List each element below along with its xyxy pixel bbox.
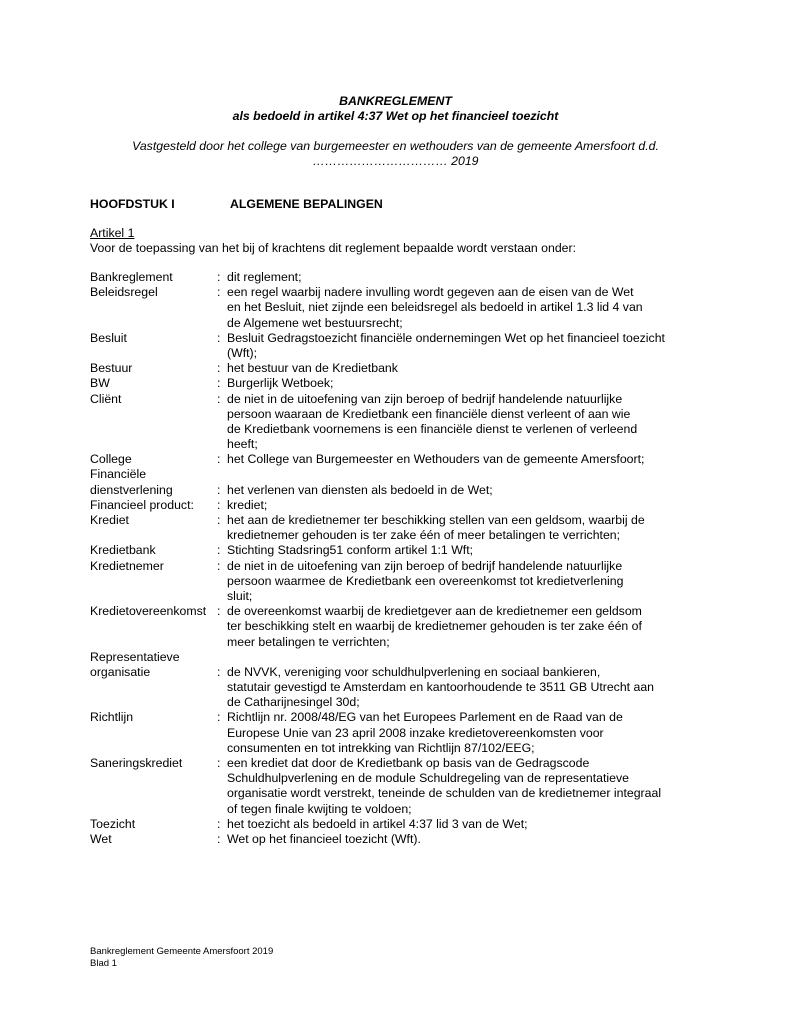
definition-text-line: en het Besluit, niet zijnde een beleidsregel als bedoeld in artikel 1.3 lid 4 van [227, 300, 643, 315]
definition-text [227, 817, 710, 832]
definition-text [227, 452, 710, 467]
definition-colon: : [217, 452, 221, 467]
title-line-1: BANKREGLEMENT [339, 94, 452, 108]
definition-term-line: Kredietovereenkomst [90, 604, 207, 619]
definition-text-line: organisatie wordt verstrekt, teneinde de schulden van de kredietnemer integraal [227, 786, 662, 801]
definition-colon: : [217, 482, 221, 497]
definition-text-line: Schuldhulpverlening en de module Schuldregeling van de representatieve [227, 771, 629, 786]
definition-term-line: Kredietnemer [90, 558, 164, 573]
definition-term-line: College [90, 452, 132, 467]
definition-text-line: dit reglement; [227, 270, 302, 284]
definition-term [90, 756, 217, 817]
definition-text-line: de NVVK, vereniging voor schuldhulpverlening en sociaal bankieren, [227, 664, 601, 679]
definition-text [227, 498, 710, 513]
definition-term-line: Richtlijn [90, 710, 134, 725]
definition-text-line: het bestuur van de Kredietbank [227, 361, 398, 376]
definition-colon: : [217, 361, 221, 376]
definition-row [90, 559, 710, 605]
definition-text-line: Burgerlijk Wetboek; [227, 376, 334, 391]
definition-text-line: Richtlijn nr. 2008/48/EG van het Europees Parlement en de Raad van de [227, 710, 623, 725]
definition-term-line: Cliënt [90, 391, 122, 406]
definition-colon: : [217, 376, 221, 391]
definition-text [227, 285, 710, 331]
definition-text-line: de niet in de uitoefening van zijn beroep of bedrijf handelende natuurlijke [227, 391, 623, 406]
definition-text [227, 513, 710, 543]
definition-term-line: Bestuur [90, 361, 133, 376]
adoption-statement [0, 139, 791, 170]
definition-text-line: persoon waaraan de Kredietbank een financiële dienst verleent of aan wie [227, 406, 631, 421]
definition-term [90, 467, 217, 497]
chapter-heading [90, 197, 690, 212]
definition-colon: : [217, 710, 221, 725]
definition-text [227, 361, 710, 376]
definition-text-line: heeft; [227, 437, 258, 452]
adoption-line-2: …………………………… 2019 [312, 154, 479, 169]
definition-term-line: Toezicht [90, 816, 136, 831]
definition-text [227, 331, 710, 361]
definition-term-line: Bankreglement [90, 270, 173, 284]
definition-term-line: Beleidsregel [90, 285, 158, 300]
definition-text-line: de Catharijnesingel 30d; [227, 695, 360, 710]
title-line-2: als bedoeld in artikel 4:37 Wet op het financieel toezicht [232, 109, 559, 124]
definition-text-line: het aan de kredietnemer ter beschikking stellen van een geldsom, waarbij de [227, 513, 645, 527]
definition-text [227, 559, 710, 605]
definition-colon: : [217, 831, 221, 846]
definition-row [90, 285, 710, 331]
definition-term [90, 498, 217, 513]
definition-text [227, 604, 710, 650]
definition-row [90, 361, 710, 376]
definition-row [90, 498, 710, 513]
definition-term [90, 513, 217, 543]
definition-colon: : [217, 330, 221, 345]
definition-text-line: meer betalingen te verrichten; [227, 634, 390, 649]
definition-term [90, 361, 217, 376]
definition-text-line [227, 650, 710, 665]
definition-row [90, 710, 710, 756]
definition-text [227, 467, 710, 497]
definition-text-line: de niet in de uitoefening van zijn beroep of bedrijf handelende natuurlijke [227, 558, 623, 573]
definition-term-line: Krediet [90, 513, 129, 527]
definition-term-line: dienstverlening [90, 482, 173, 497]
definition-row [90, 467, 710, 497]
definition-term [90, 650, 217, 711]
article-heading: Artikel 1 [90, 226, 135, 240]
definition-text-line: de Algemene wet bestuursrecht; [227, 315, 403, 330]
definition-text [227, 392, 710, 453]
definition-row [90, 331, 710, 361]
definition-term [90, 452, 217, 467]
definition-term-line: BW [90, 376, 110, 391]
definition-term [90, 832, 217, 847]
definition-term-line: Kredietbank [90, 543, 156, 558]
chapter-title: ALGEMENE BEPALINGEN [230, 197, 383, 211]
definition-text-line: Europese Unie van 23 april 2008 inzake kredietovereenkomsten voor [227, 725, 604, 740]
adoption-line-1: Vastgesteld door het college van burgemeester en wethouders van de gemeente Amersfoort d.d. [132, 139, 659, 153]
page-footer [90, 946, 273, 970]
definition-term-line: Saneringskrediet [90, 756, 183, 770]
definition-text-line: ter beschikking stelt en waarbij de kredietnemer gehouden is ter zake één of [227, 619, 642, 634]
definition-term [90, 559, 217, 605]
definition-text-line: statutair gevestigd te Amsterdam en kantoorhoudende te 3511 GB Utrecht aan [227, 680, 655, 695]
definition-row [90, 817, 710, 832]
definition-term-line: Wet [90, 831, 112, 846]
definition-text-line: of tegen finale kwijting te voldoen; [227, 801, 412, 816]
definition-text-line: sluit; [227, 588, 253, 603]
definition-term [90, 817, 217, 832]
definition-text [227, 832, 710, 847]
definition-text-line: Besluit Gedragstoezicht financiële ondernemingen Wet op het financieel toezicht [227, 330, 665, 345]
definition-term-line: organisatie [90, 664, 151, 679]
chapter-number: HOOFDSTUK I [90, 197, 175, 211]
definitions-list [90, 270, 710, 847]
definition-term [90, 543, 217, 558]
definition-term-line: Besluit [90, 330, 127, 345]
definition-text-line: het College van Burgemeester en Wethouders van de gemeente Amersfoort; [227, 452, 645, 467]
definition-text [227, 650, 710, 711]
definition-term-line: Financiële [90, 467, 147, 482]
definition-text [227, 543, 710, 558]
definition-text-line: de Kredietbank voornemens is een financiële dienst te verlenen of verleend [227, 421, 638, 436]
definition-term [90, 604, 217, 650]
definition-colon: : [217, 497, 221, 512]
definition-term [90, 331, 217, 361]
definition-colon: : [217, 604, 221, 619]
definition-term [90, 285, 217, 331]
definition-text [227, 270, 710, 285]
definition-row [90, 270, 710, 285]
article-1 [90, 226, 710, 256]
footer-page-number: Blad 1 [90, 958, 117, 969]
definition-colon: : [217, 816, 221, 831]
definition-row [90, 543, 710, 558]
definition-term-line: Representatieve [90, 649, 180, 664]
definition-text-line: persoon waarmee de Kredietbank een overeenkomst tot kredietverlening [227, 573, 624, 588]
definition-text-line: de overeenkomst waarbij de kredietgever aan de kredietnemer een geldsom [227, 604, 642, 619]
definition-colon: : [217, 270, 221, 284]
definition-text-line: (Wft); [227, 345, 258, 360]
definition-row [90, 832, 710, 847]
footer-title: Bankreglement Gemeente Amersfoort 2019 [90, 946, 274, 957]
definition-colon: : [217, 543, 221, 558]
definition-row [90, 376, 710, 391]
definition-term [90, 270, 217, 285]
definition-colon: : [217, 513, 221, 527]
definition-text-line [227, 467, 710, 482]
definition-colon: : [217, 756, 221, 770]
definition-text-line: krediet; [227, 497, 268, 512]
definition-text [227, 710, 710, 756]
definition-text-line: Wet op het financieel toezicht (Wft). [227, 831, 421, 846]
document-title [0, 94, 791, 125]
definition-term [90, 392, 217, 453]
definition-row [90, 650, 710, 711]
definition-text [227, 376, 710, 391]
definition-row [90, 452, 710, 467]
definition-text-line: Stichting Stadsring51 conform artikel 1:1 Wft; [227, 543, 474, 558]
definition-text [227, 756, 710, 817]
definition-text-line: het verlenen van diensten als bedoeld in de Wet; [227, 482, 493, 497]
definition-text-line: consumenten en tot intrekking van Richtlijn 87/102/EEG; [227, 740, 535, 755]
definition-text-line: het toezicht als bedoeld in artikel 4:37 lid 3 van de Wet; [227, 816, 528, 831]
definition-colon: : [217, 285, 221, 300]
definition-row [90, 513, 710, 543]
definition-row [90, 756, 710, 817]
definition-text-line: kredietnemer gehouden is ter zake één of meer betalingen te verrichten; [227, 528, 621, 543]
definition-colon: : [217, 558, 221, 573]
definition-text-line: een regel waarbij nadere invulling wordt gegeven aan de eisen van de Wet [227, 285, 634, 300]
definition-term [90, 710, 217, 756]
definition-row [90, 392, 710, 453]
definition-term-line: Financieel product: [90, 497, 194, 512]
definition-colon: : [217, 391, 221, 406]
article-intro: Voor de toepassing van het bij of krachtens dit reglement bepaalde wordt verstaan onder: [90, 241, 577, 256]
definition-term [90, 376, 217, 391]
definition-text-line: een krediet dat door de Kredietbank op basis van de Gedragscode [227, 756, 590, 770]
definition-row [90, 604, 710, 650]
definition-colon: : [217, 664, 221, 679]
